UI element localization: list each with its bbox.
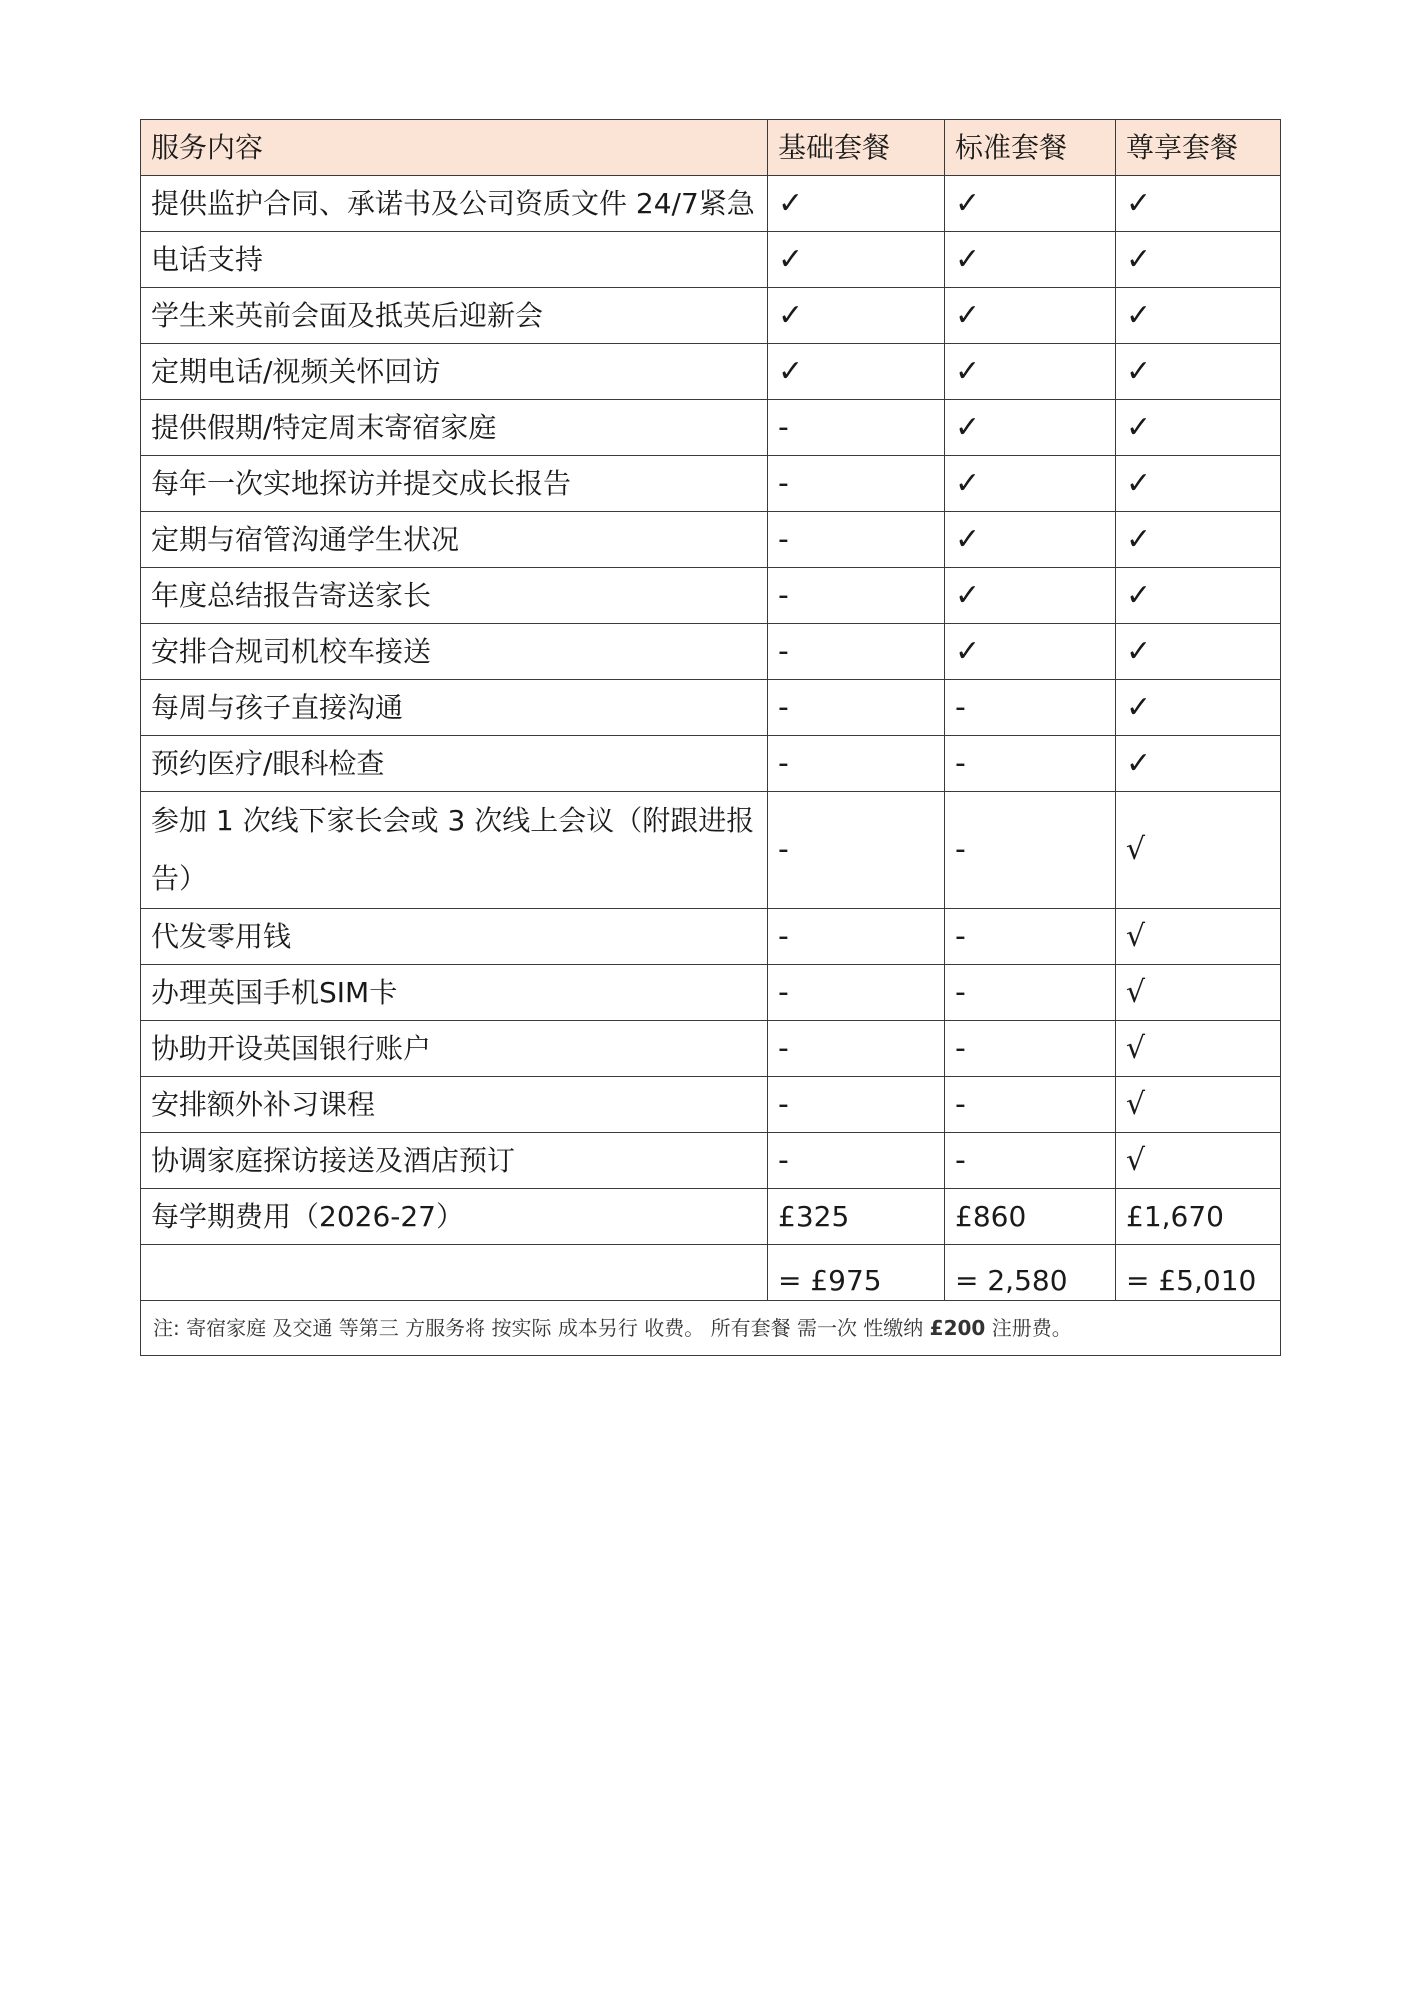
basic-cell: ✓ — [768, 288, 945, 344]
standard-cell: ✓ — [945, 456, 1116, 512]
table-row — [141, 1021, 1281, 1077]
basic-total: = £975 — [768, 1245, 945, 1301]
basic-cell: - — [768, 624, 945, 680]
footnote-prefix: 注: 寄宿家庭 及交通 等第三 方服务将 按实际 成本另行 收费。 所有套餐 需一次 性缴纳 — [153, 1316, 930, 1340]
service-cell: 每周与孩子直接沟通 — [141, 680, 768, 736]
table-row — [141, 680, 1281, 736]
fee-row — [141, 1189, 1281, 1245]
table-row — [141, 512, 1281, 568]
service-cell: 安排合规司机校车接送 — [141, 624, 768, 680]
basic-cell: - — [768, 792, 945, 909]
premium-total: = £5,010 — [1116, 1245, 1281, 1301]
basic-cell: - — [768, 568, 945, 624]
premium-cell: √ — [1116, 1077, 1281, 1133]
standard-cell: - — [945, 792, 1116, 909]
footnote-suffix: 注册费。 — [985, 1316, 1072, 1340]
table-row — [141, 232, 1281, 288]
service-cell: 提供监护合同、承诺书及公司资质文件 24/7紧急 — [141, 176, 768, 232]
standard-cell: ✓ — [945, 288, 1116, 344]
basic-cell: - — [768, 909, 945, 965]
service-cell: 代发零用钱 — [141, 909, 768, 965]
premium-cell: √ — [1116, 1133, 1281, 1189]
basic-cell: - — [768, 1133, 945, 1189]
premium-cell: √ — [1116, 1021, 1281, 1077]
fee-label: 每学期费用（2026-27） — [141, 1189, 768, 1245]
service-cell: 定期电话/视频关怀回访 — [141, 344, 768, 400]
table-row — [141, 792, 1281, 909]
premium-cell: ✓ — [1116, 456, 1281, 512]
standard-cell: ✓ — [945, 624, 1116, 680]
standard-cell: ✓ — [945, 568, 1116, 624]
standard-cell: - — [945, 1133, 1116, 1189]
premium-fee: £1,670 — [1116, 1189, 1281, 1245]
premium-cell: ✓ — [1116, 568, 1281, 624]
standard-cell: ✓ — [945, 232, 1116, 288]
table-row — [141, 400, 1281, 456]
total-row — [141, 1245, 1281, 1301]
standard-cell: ✓ — [945, 512, 1116, 568]
premium-cell: √ — [1116, 909, 1281, 965]
standard-cell: - — [945, 965, 1116, 1021]
standard-cell: - — [945, 736, 1116, 792]
note-row — [141, 1301, 1281, 1356]
table-row — [141, 288, 1281, 344]
premium-cell: ✓ — [1116, 624, 1281, 680]
table-body — [141, 176, 1281, 1356]
basic-cell: - — [768, 456, 945, 512]
premium-cell: ✓ — [1116, 736, 1281, 792]
basic-cell: ✓ — [768, 232, 945, 288]
service-cell: 提供假期/特定周末寄宿家庭 — [141, 400, 768, 456]
standard-cell: - — [945, 1077, 1116, 1133]
premium-cell: ✓ — [1116, 344, 1281, 400]
service-cell: 年度总结报告寄送家长 — [141, 568, 768, 624]
standard-cell: ✓ — [945, 344, 1116, 400]
table-row — [141, 568, 1281, 624]
standard-cell: - — [945, 680, 1116, 736]
service-package-table — [140, 119, 1281, 1356]
service-cell: 安排额外补习课程 — [141, 1077, 768, 1133]
basic-cell: - — [768, 1021, 945, 1077]
basic-cell: - — [768, 680, 945, 736]
service-cell: 协调家庭探访接送及酒店预订 — [141, 1133, 768, 1189]
header-service: 服务内容 — [141, 120, 768, 176]
standard-cell: ✓ — [945, 176, 1116, 232]
table-row — [141, 909, 1281, 965]
premium-cell: √ — [1116, 792, 1281, 909]
premium-cell: ✓ — [1116, 512, 1281, 568]
service-cell: 电话支持 — [141, 232, 768, 288]
premium-cell: √ — [1116, 965, 1281, 1021]
service-cell: 办理英国手机SIM卡 — [141, 965, 768, 1021]
standard-cell: - — [945, 1021, 1116, 1077]
header-standard-package: 标准套餐 — [945, 120, 1116, 176]
table-row — [141, 1077, 1281, 1133]
standard-cell: - — [945, 909, 1116, 965]
table-row — [141, 965, 1281, 1021]
basic-cell: - — [768, 965, 945, 1021]
footnote — [141, 1301, 1281, 1356]
service-cell: 定期与宿管沟通学生状况 — [141, 512, 768, 568]
service-cell: 参加 1 次线下家长会或 3 次线上会议（附跟进报告） — [141, 792, 768, 909]
table-row — [141, 456, 1281, 512]
standard-total: = 2,580 — [945, 1245, 1116, 1301]
premium-cell: ✓ — [1116, 176, 1281, 232]
service-cell: 预约医疗/眼科检查 — [141, 736, 768, 792]
service-cell: 每年一次实地探访并提交成长报告 — [141, 456, 768, 512]
total-label — [141, 1245, 768, 1301]
header-premium-package: 尊享套餐 — [1116, 120, 1281, 176]
premium-cell: ✓ — [1116, 400, 1281, 456]
premium-cell: ✓ — [1116, 288, 1281, 344]
standard-cell: ✓ — [945, 400, 1116, 456]
table-row — [141, 624, 1281, 680]
table-header — [141, 120, 1281, 176]
service-cell: 学生来英前会面及抵英后迎新会 — [141, 288, 768, 344]
basic-cell: - — [768, 1077, 945, 1133]
basic-fee: £325 — [768, 1189, 945, 1245]
premium-cell: ✓ — [1116, 232, 1281, 288]
table-row — [141, 176, 1281, 232]
header-basic-package: 基础套餐 — [768, 120, 945, 176]
premium-cell: ✓ — [1116, 680, 1281, 736]
basic-cell: ✓ — [768, 176, 945, 232]
basic-cell: - — [768, 512, 945, 568]
basic-cell: - — [768, 400, 945, 456]
basic-cell: - — [768, 736, 945, 792]
service-cell: 协助开设英国银行账户 — [141, 1021, 768, 1077]
table-row — [141, 1133, 1281, 1189]
basic-cell: ✓ — [768, 344, 945, 400]
table-row — [141, 344, 1281, 400]
standard-fee: £860 — [945, 1189, 1116, 1245]
table-row — [141, 736, 1281, 792]
header-row — [141, 120, 1281, 176]
registration-fee-amount: £200 — [929, 1316, 986, 1340]
